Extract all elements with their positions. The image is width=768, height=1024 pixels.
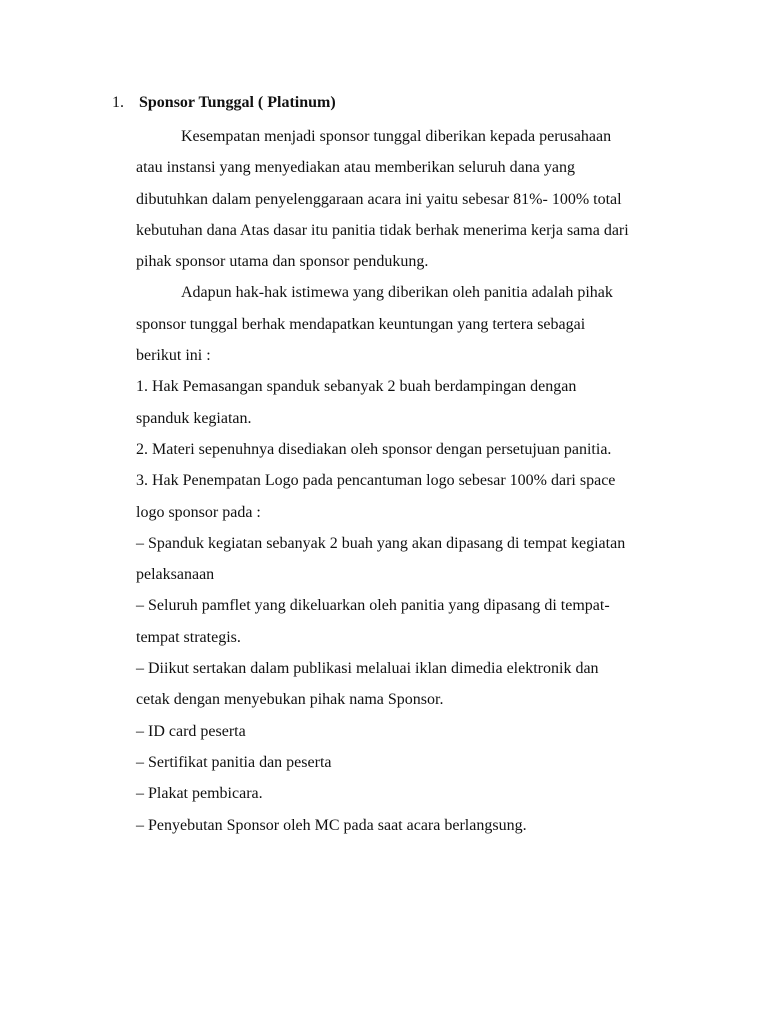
paragraph-line: atau instansi yang menyediakan atau memberikan seluruh dana yang: [136, 159, 575, 177]
list-item-continuation: spanduk kegiatan.: [136, 409, 252, 427]
list-item: 3. Hak Penempatan Logo pada pencantuman logo sebesar 100% dari space: [136, 472, 616, 490]
paragraph-line: Kesempatan menjadi sponsor tunggal diberikan kepada perusahaan: [181, 128, 612, 145]
paragraph-line: kebutuhan dana Atas dasar itu panitia tidak berhak menerima kerja sama dari: [136, 221, 629, 239]
dash-item-continuation: tempat strategis.: [136, 628, 241, 646]
section-heading: [112, 93, 336, 113]
paragraph-line: Adapun hak-hak istimewa yang diberikan oleh panitia adalah pihak: [181, 284, 613, 302]
paragraph-line: berikut ini :: [136, 347, 211, 365]
paragraph-line: dibutuhkan dalam penyelenggaraan acara ini yaitu sebesar 81%- 100% total: [136, 190, 622, 208]
section-number: 1.: [112, 94, 124, 111]
dash-item-continuation: pelaksanaan: [136, 566, 215, 584]
dash-item: – Penyebutan Sponsor oleh MC pada saat acara berlangsung.: [136, 816, 527, 834]
paragraph-line: sponsor tunggal berhak mendapatkan keuntungan yang tertera sebagai: [136, 315, 586, 333]
list-item-continuation: logo sponsor pada :: [136, 503, 261, 521]
dash-item-continuation: cetak dengan menyebukan pihak nama Sponsor.: [136, 691, 444, 709]
paragraph-line: pihak sponsor utama dan sponsor pendukung.: [136, 253, 429, 271]
dash-item: – Sertifikat panitia dan peserta: [136, 753, 332, 771]
dash-item: – Plakat pembicara.: [136, 785, 263, 803]
section-title: Sponsor Tunggal ( Platinum): [139, 94, 336, 111]
list-item: 1. Hak Pemasangan spanduk sebanyak 2 buah berdampingan dengan: [136, 378, 577, 396]
section-body: [136, 121, 696, 841]
dash-item: – Diikut sertakan dalam publikasi melaluai iklan dimedia elektronik dan: [136, 660, 599, 678]
dash-item: – Seluruh pamflet yang dikeluarkan oleh panitia yang dipasang di tempat-: [136, 597, 610, 615]
dash-item: – ID card peserta: [136, 722, 246, 740]
dash-item: – Spanduk kegiatan sebanyak 2 buah yang akan dipasang di tempat kegiatan: [136, 534, 626, 552]
list-item: 2. Materi sepenuhnya disediakan oleh sponsor dengan persetujuan panitia.: [136, 440, 612, 458]
